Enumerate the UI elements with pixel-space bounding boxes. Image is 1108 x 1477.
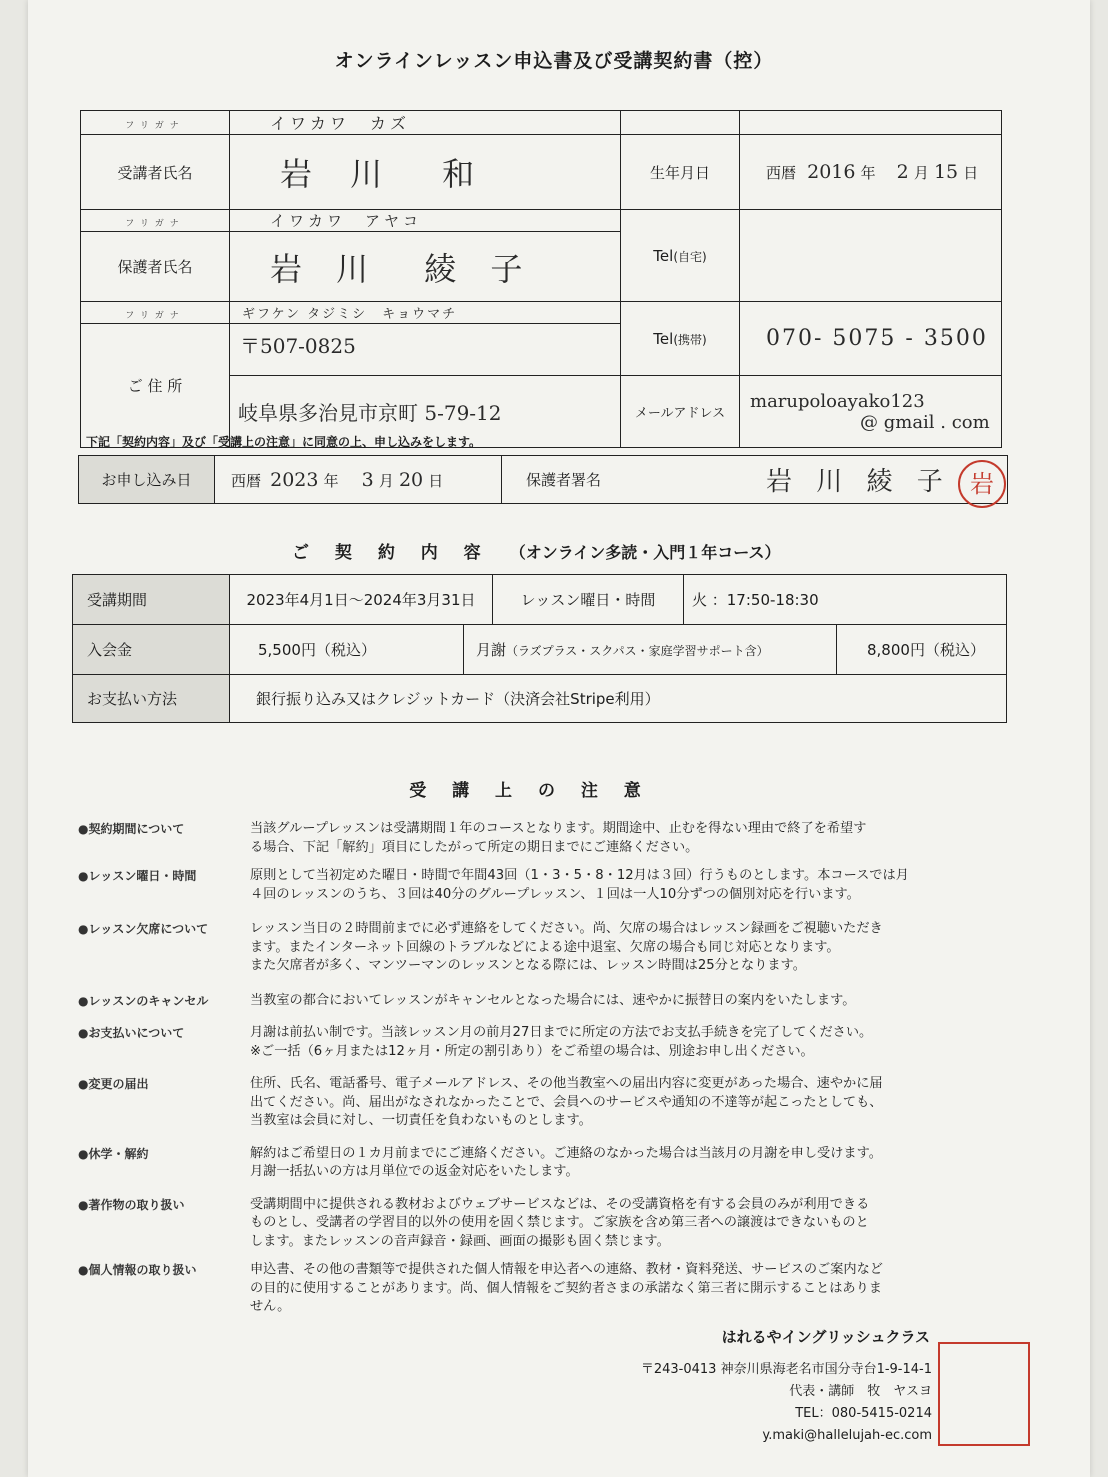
period-value-cell (230, 575, 493, 625)
address-value: 岐阜県多治見市京町 5-79-12 (238, 401, 502, 425)
postal-code: 〒507-0825 (240, 334, 356, 358)
birth-day: 15 (933, 161, 959, 183)
note-item (78, 1261, 998, 1317)
lesson-day-label-cell (493, 575, 684, 625)
fee-value-cell (230, 625, 464, 675)
note-line: 出てください。尚、届出がなされなかったことで、会員へのサービスや通知の不達等が起こったとしても、 (250, 1094, 883, 1110)
email-line-1: marupoloayako123 (750, 390, 925, 412)
fee-value: 5,500円（税込） (258, 641, 376, 659)
note-body (250, 920, 998, 976)
footer-tel: TEL：080-5415-0214 (795, 1406, 932, 1421)
guardian-kana: イワカワ アヤコ (270, 212, 423, 230)
guardian-signature: 岩 川 綾 子 (766, 467, 951, 497)
birth-prefix: 西暦 (766, 164, 797, 182)
note-line: ４回のレッスンのうち、３回は40分のグループレッスン、１回は一人10分ずつの個別対応を行います。 (250, 886, 860, 902)
note-line: 申込書、その他の書類等で提供された個人情報を申込者への連絡、教材・資料発送、サービスのご案内など (250, 1262, 883, 1277)
note-item (78, 1196, 998, 1252)
guardian-label-cell (81, 232, 230, 302)
note-line: 住所、氏名、電話番号、電子メールアドレス、その他当教室への届出内容に変更があった場合、速やかに届 (250, 1076, 883, 1091)
monthly-value: 8,800円（税込） (867, 641, 985, 659)
email-label: メールアドレス (634, 406, 726, 421)
note-line: る場合、下記「解約」項目にしたがって所定の期日までにご連絡ください。 (250, 839, 699, 855)
note-body (250, 1024, 998, 1061)
note-line: せん。 (250, 1299, 291, 1314)
note-line: 当該グループレッスンは受講期間１年のコースとなります。期間途中、止むを得ない理由で終了を希望す (250, 821, 867, 836)
furigana-label: フリガナ (125, 311, 185, 321)
footer-org: はれるやイングリッシュクラス (721, 1328, 930, 1346)
birth-month: 2 (896, 161, 909, 183)
note-line: 解約はご希望日の１カ月前までにご連絡ください。ご連絡のなかった場合は当該月の月謝を申し受けます。 (250, 1145, 882, 1161)
contract-table (72, 574, 1007, 625)
student-kana-cell (230, 111, 621, 135)
postal-cell (230, 324, 621, 376)
email-value-cell (740, 376, 1002, 448)
application-date-label: お申し込み日 (101, 471, 192, 489)
note-item (78, 992, 998, 1011)
notes-heading: 受 講 上 の 注 意 (409, 781, 651, 801)
birth-label-cell (621, 135, 740, 210)
address-label-cell (81, 324, 230, 448)
contract-course: （オンライン多読・入門１年コース） (509, 543, 781, 562)
footer-rep: 代表・講師 牧 ヤスヨ (789, 1384, 932, 1399)
guardian-seal (958, 460, 1006, 508)
note-line: 受講期間中に提供される教材およびウェブサービスなどは、その受講資格を有する会員のみが利用できる (250, 1196, 870, 1212)
note-body (250, 820, 998, 857)
note-heading: ●レッスン曜日・時間 (78, 869, 197, 883)
student-name: 岩 川 和 (280, 155, 489, 193)
note-heading: ●個人情報の取り扱い (78, 1263, 197, 1277)
document-title: オンラインレッスン申込書及び受講契約書（控） (334, 50, 774, 72)
tel-mobile-label: Tel (653, 330, 674, 348)
note-line: ※ご一括（6ヶ月または12ヶ月・所定の割引あり）をご希望の場合は、別途お申し出ください。 (250, 1043, 814, 1059)
note-body (250, 867, 998, 904)
note-line: レッスン当日の２時間前までに必ず連絡をしてください。尚、欠席の場合はレッスン録画をご視聴いただき (250, 921, 883, 936)
footer-block (560, 1326, 932, 1447)
student-label-cell (81, 135, 230, 210)
fee-label: 入会金 (87, 641, 133, 659)
contract-heading: ご 契 約 内 容 (292, 543, 491, 563)
monthly-sub: （ラズプラス・スクパス・家庭学習サポート含） (506, 644, 769, 658)
payment-value: 銀行振り込み又はクレジットカード（決済会社Stripe利用） (256, 690, 660, 708)
note-body (250, 1196, 998, 1252)
note-line: の目的に使用することがあります。尚、個人情報をご契約者さまの承諾なく第三者に開示することはありま (250, 1280, 882, 1296)
lesson-day-value-cell (684, 575, 1007, 625)
monthly-value-cell (837, 625, 1007, 675)
payment-label: お支払い方法 (87, 690, 178, 708)
note-line: ものとし、受講者の学習目的以外の使用を固く禁じます。ご家族を含め第三者への譲渡はできないものと (250, 1215, 869, 1230)
note-item (78, 920, 998, 976)
birth-year: 2016 (807, 161, 856, 183)
application-year: 2023 (270, 468, 319, 491)
fee-label-cell (73, 625, 230, 675)
birth-label: 生年月日 (649, 163, 710, 182)
signature-label-cell (502, 456, 697, 504)
tel-mobile-value: 070- 5075 - 3500 (766, 326, 988, 351)
note-line: また欠席者が多く、マンツーマンのレッスンとなる際には、レッスン時間は25分となります。 (250, 958, 806, 973)
tel-home-label: Tel (653, 247, 674, 265)
application-table (78, 455, 1008, 504)
guardian-name: 岩 川 綾 子 (270, 249, 535, 288)
guardian-label: 保護者氏名 (117, 258, 193, 276)
footer-address: 〒243-0413 神奈川県海老名市国分寺台1-9-14-1 (640, 1362, 932, 1377)
note-line: 当教室の都合においてレッスンがキャンセルとなった場合には、速やかに振替日の案内をいたします。 (250, 992, 856, 1008)
applicant-table (80, 110, 1002, 448)
lesson-day-label: レッスン曜日・時間 (520, 591, 656, 609)
contract-heading-row (292, 538, 781, 563)
agreement-note: 下記「契約内容」及び「受講上の注意」に同意の上、申し込みをします。 (86, 435, 482, 449)
tel-home-value-cell (740, 210, 1002, 302)
application-date-cell (215, 456, 502, 504)
application-date-label-cell (79, 456, 215, 504)
birth-year-unit: 年 (860, 164, 876, 182)
note-heading: ●お支払いについて (78, 1026, 185, 1040)
note-item (78, 820, 998, 857)
note-line: 原則として当初定めた曜日・時間で年間43回（1・3・5・8・12月は３回）行うものとします。本コースでは月 (250, 868, 909, 883)
company-seal (938, 1342, 1030, 1446)
signature-label: 保護者署名 (526, 471, 602, 489)
contract-table-payment (72, 674, 1007, 723)
note-line: します。またレッスンの音声録音・録画、画面の撮影も固く禁じます。 (250, 1233, 670, 1249)
note-item (78, 1075, 998, 1131)
address-kana: ギフケン タジミシ キョウマチ (242, 307, 458, 322)
note-body (250, 1075, 998, 1131)
period-label-cell (73, 575, 230, 625)
note-body (250, 1261, 998, 1317)
notes-list (78, 820, 998, 1327)
application-year-unit: 年 (323, 471, 339, 490)
note-heading: ●変更の届出 (78, 1077, 149, 1091)
application-month: 3 (361, 468, 374, 491)
tel-mobile-label-cell (621, 302, 740, 376)
note-body (250, 992, 998, 1011)
note-heading: ●著作物の取り扱い (78, 1197, 185, 1212)
note-heading: ●契約期間について (78, 822, 185, 836)
application-day-unit: 日 (428, 471, 444, 490)
student-name-cell (230, 135, 621, 210)
note-line: 月謝一括払いの方は月単位での返金対応をいたします。 (250, 1164, 579, 1179)
birth-month-unit: 月 (913, 164, 929, 182)
monthly-label: 月謝 (476, 641, 507, 659)
guardian-kana-cell (230, 210, 621, 232)
lesson-day-value: 火 ：17:50-18:30 (692, 591, 819, 609)
birth-value-cell (740, 135, 1002, 210)
furigana-label-cell (81, 111, 230, 135)
email-line-2: @ gmail . com (860, 411, 990, 433)
note-line: 当教室は会員に対し、一切責任を負わないものとします。 (250, 1113, 592, 1128)
address-kana-cell (230, 302, 621, 324)
note-item (78, 1145, 998, 1182)
student-label: 受講者氏名 (117, 163, 193, 182)
note-heading: ●レッスンのキャンセル (78, 993, 209, 1008)
application-day: 20 (398, 468, 424, 491)
tel-mobile-sub: (携帯) (673, 333, 707, 347)
note-line: 月謝は前払い制です。当該レッスン月の前月27日までに所定の方法でお支払手続きを完了してください。 (250, 1025, 873, 1040)
tel-mobile-value-cell (740, 302, 1002, 376)
note-heading: ●休学・解約 (78, 1146, 149, 1161)
note-line: ます。またインターネット回線のトラブルなどによる途中退室、欠席の場合も同じ対応となります。 (250, 939, 840, 955)
monthly-label-cell (464, 625, 837, 675)
payment-label-cell (73, 675, 230, 723)
guardian-seal-char: 岩 (970, 470, 994, 498)
furigana-label: フリガナ (125, 121, 185, 131)
birth-day-unit: 日 (963, 164, 979, 182)
payment-value-cell (230, 675, 1007, 723)
footer-email: y.maki@hallelujah-ec.com (762, 1428, 932, 1443)
period-label: 受講期間 (87, 591, 148, 609)
tel-home-label-cell (621, 210, 740, 302)
period-value: 2023年4月1日～2024年3月31日 (246, 591, 476, 609)
note-body (250, 1145, 998, 1182)
furigana-label: フリガナ (125, 219, 185, 229)
email-label-cell (621, 376, 740, 448)
tel-home-sub: (自宅) (673, 250, 707, 264)
address-label: ご 住 所 (127, 377, 183, 395)
note-heading: ●レッスン欠席について (78, 922, 209, 936)
contract-table-fee (72, 624, 1007, 675)
student-kana: イワカワ カズ (270, 114, 411, 133)
guardian-name-cell (230, 232, 621, 302)
application-month-unit: 月 (378, 471, 394, 490)
note-item (78, 867, 998, 904)
application-prefix: 西暦 (231, 471, 262, 490)
note-item (78, 1024, 998, 1061)
